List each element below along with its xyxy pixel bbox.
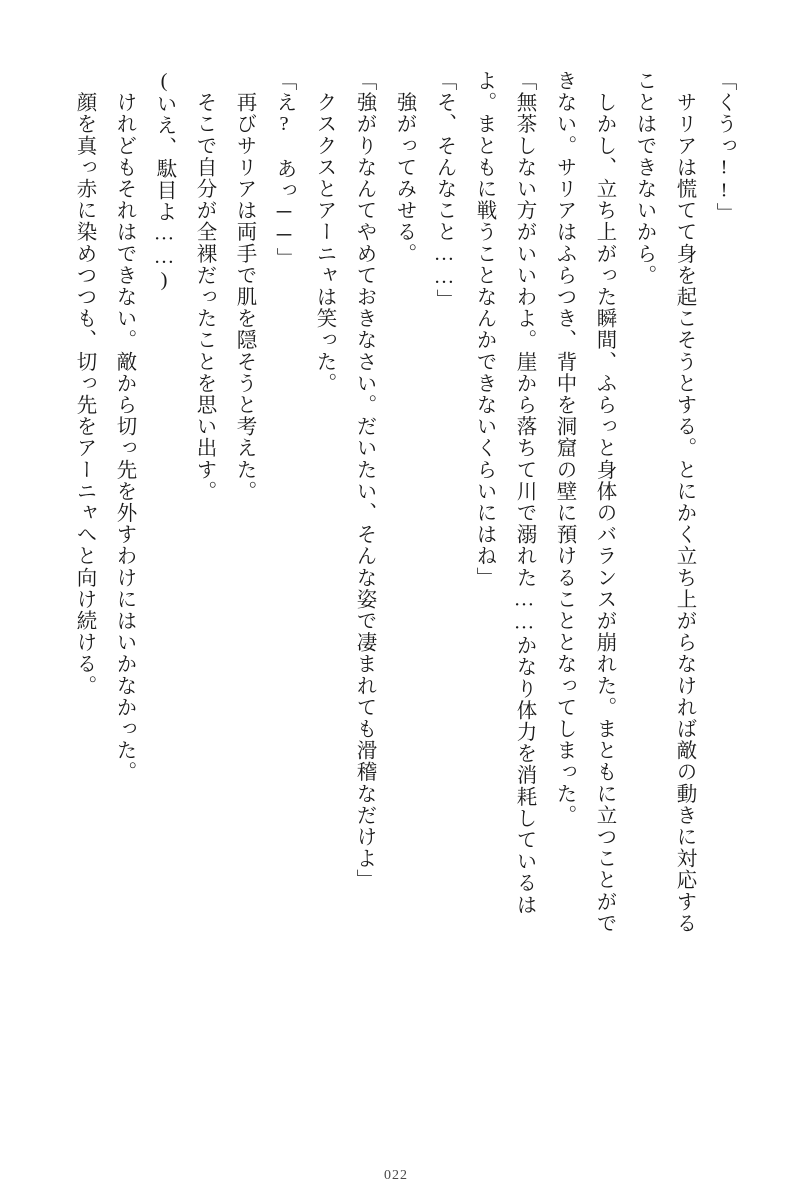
text-line: しかし、立ち上がった瞬間、ふらっと身体のバランスが崩れた。まともに立つことがで bbox=[593, 70, 615, 934]
text-line: そこで自分が全裸だったことを思い出す。 bbox=[193, 70, 215, 502]
text-line: サリアは慌てて身を起こそうとする。とにかく立ち上がらなければ敵の動きに対応する bbox=[673, 70, 695, 934]
text-line: 「無茶しない方がいいわよ。崖から落ちて川で溺れた……かなり体力を消耗しているは bbox=[513, 70, 535, 916]
text-line: よ。まともに戦うことなんかできないくらいにはね」 bbox=[473, 70, 495, 589]
text-line: 再びサリアは両手で肌を隠そうと考えた。 bbox=[233, 70, 255, 502]
text-line: 「え? あっ──」 bbox=[273, 70, 295, 269]
text-line: 「くうっ!!」 bbox=[713, 70, 735, 225]
vertical-text-body bbox=[48, 70, 744, 1090]
text-line: 強がってみせる。 bbox=[393, 70, 415, 265]
text-line: クスクスとアーニャは笑った。 bbox=[313, 70, 335, 394]
page-number: 022 bbox=[384, 1168, 408, 1183]
text-line: 「そ、そんなこと……」 bbox=[433, 70, 455, 311]
text-line: けれどもそれはできない。敵から切っ先を外すわけにはいかなかった。 bbox=[113, 70, 135, 783]
text-line: きない。サリアはふらつき、背中を洞窟の壁に預けることとなってしまった。 bbox=[553, 70, 575, 826]
text-line: 「強がりなんてやめておきなさい。だいたい、そんな姿で凄まれても滑稽なだけよ」 bbox=[353, 70, 375, 891]
text-line: ことはできないから。 bbox=[633, 70, 655, 286]
text-line: 顔を真っ赤に染めつつも、切っ先をアーニャへと向け続ける。 bbox=[73, 70, 95, 697]
text-line: (いえ、駄目よ……) bbox=[153, 70, 175, 292]
